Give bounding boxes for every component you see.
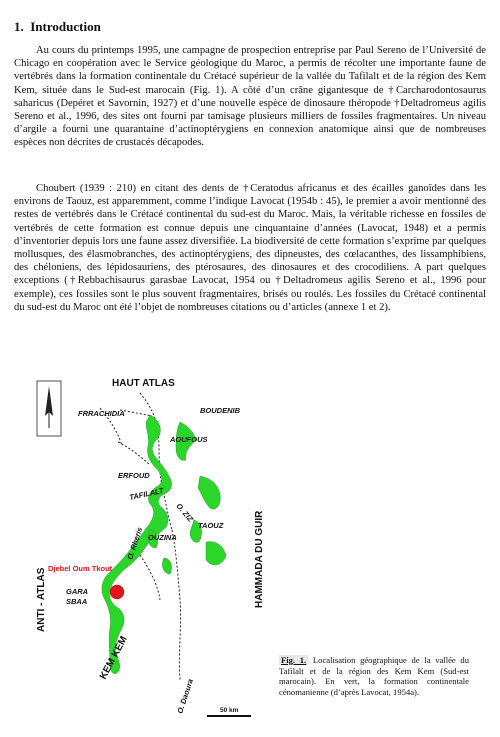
figure-tag: Fig. 1. [281, 655, 307, 665]
section-number: 1. [14, 19, 24, 34]
figure-caption-text: Localisation géographique de la vallée du Tafilalt et de la région des Kem Kem (Sud-est marocain). En vert, la formation continentale cénomanienne (d’après Lavocat, 1954a). [279, 655, 469, 697]
section-heading [14, 19, 101, 35]
label-daoura: O. Daoura [175, 677, 195, 715]
scale-label: 50 km [220, 707, 239, 714]
label-haut-atlas: HAUT ATLAS [112, 378, 175, 389]
label-anti-atlas: ANTI - ATLAS [36, 567, 47, 632]
north-arrow-icon [37, 381, 61, 436]
label-tafilalt: TAFILALT [128, 485, 165, 502]
label-hammada-du-guir: HAMMADA DU GUIR [254, 510, 265, 608]
label-rheris: O. Rheris [125, 526, 145, 561]
label-ziz: O. ZIZ [174, 501, 196, 524]
section-title: Introduction [30, 19, 101, 34]
label-boudenib: BOUDENIB [200, 406, 241, 415]
label-aoufous: AOUFOUS [170, 435, 208, 444]
paragraph-1: Au cours du printemps 1995, une campagne de prospection entreprise par Paul Sereno de l’Université de Chicago en coopération avec le Service géologique du Maroc, a permis de récolter une importante faune de vertébrés dans la formation continentale du Crétacé supérieur de la vallée du Tafilalt et de la région des Kem Kem, située dans le Sud-est marocain (Fig. 1). A côté d’un crâne gigantesque de †Carcharodontosaurus saharicus (Depéret et Savornin, 1927) et d’une nouvelle espèce de dinosaure théropode †Deltadromeus agilis Sereno et al., 1996, des sites ont fourni par tamisage plusieurs milliers de fossiles fragmentaires. Un niveau d’argile a fourni une quarantaine d’actinoptérygiens en connexion anatomique ainsi que de nombreuses espèces non décrites de crustacés décapodes. [14, 45, 486, 149]
label-frrachidia: FRRACHIDIA [78, 409, 125, 418]
paragraph-2: Choubert (1939 : 210) en citant des dents de †Ceratodus africanus et des écailles ganoïdes dans les environs de Taouz, est apparemment, comme l’indique Lavocat (1954b : 45), le premier a avoir mentionné des restes de vertébrés dans le Crétacé continental du sud-est du Maroc. Mais, la véritable richesse en fossiles de vertébrés de cette formation est connue depuis une cinquantaine d’années (Lavocat, 1948) et a permis d’inventorier depuis lors une faune assez diversifiée. La biodiversité de cette formation s’exprime par quelques mollusques, des élasmobranches, des actinoptérygiens, des dipneustes, des cœlacanthes, des lissamphibiens, des chéloniens, des lépidosauriens, des ptérosaures, des dinosaures et des crocodiliens. A part quelques exceptions (†Rebbachisaurus garasbae Lavocat, 1954 ou †Deltadromeus agilis Sereno et al., 1996 pour exemple), ces fossiles sont le plus souvent fragmentaires, brisés ou roulés. Les fossiles du Crétacé continental du sud-est du Maroc ont été l’objet de nombreuses citations ou d’articles (annexe 1 et 2). [14, 183, 486, 313]
label-gara: GARA [66, 587, 89, 596]
scale-bar [207, 707, 251, 716]
label-ouzina: OUZINA [148, 533, 177, 542]
label-taouz: TAOUZ [198, 521, 224, 530]
label-sbaa: SBAA [66, 597, 88, 606]
figure-caption [279, 655, 469, 697]
label-kem-kem: KEM KEM [97, 634, 130, 682]
site-marker-icon [110, 585, 124, 599]
label-erfoud: ERFOUD [118, 471, 150, 480]
label-djebel-oum-tkout: Djebel Oum Tkout [48, 564, 113, 573]
